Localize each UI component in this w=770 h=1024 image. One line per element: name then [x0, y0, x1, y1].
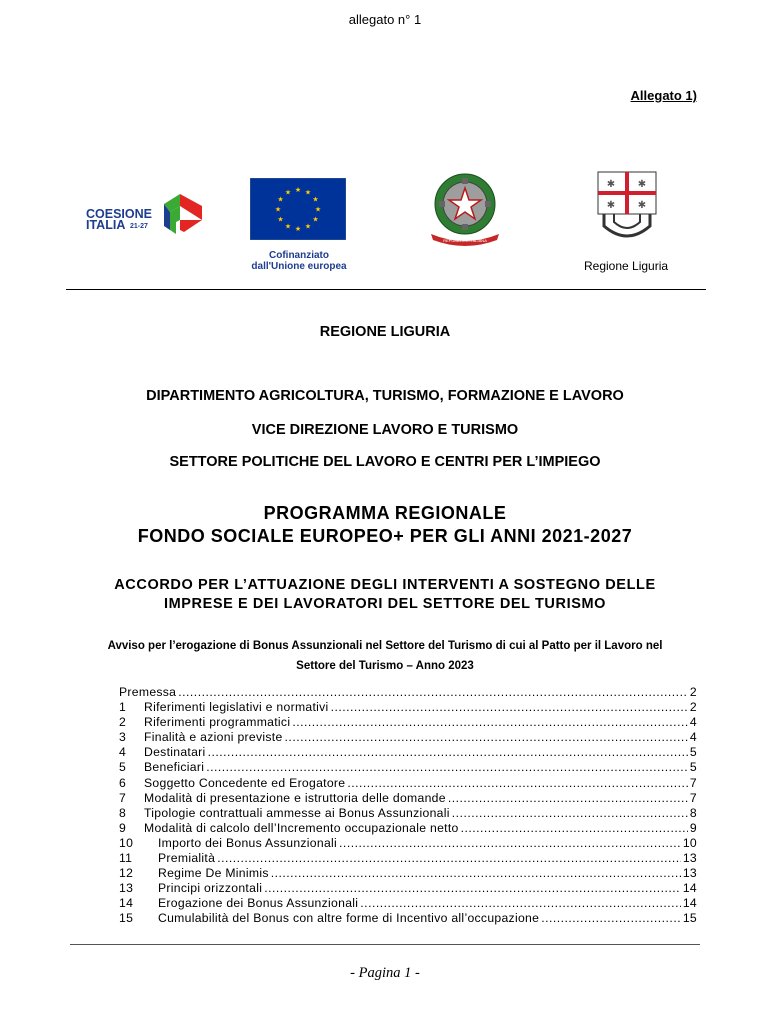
toc-text: Modalità di calcolo dell’Incremento occupazionale netto: [144, 820, 459, 835]
toc-page: 13: [682, 851, 697, 866]
header-divider: [66, 289, 706, 290]
toc-leader: [264, 881, 681, 896]
svg-text:★: ★: [274, 205, 282, 214]
toc-num: 3: [119, 730, 127, 745]
svg-text:★: ★: [312, 215, 319, 224]
toc-num: 13: [119, 881, 134, 896]
toc-row[interactable]: [119, 821, 697, 836]
toc-leader: [541, 911, 681, 926]
toc-text: Destinatari: [144, 745, 206, 760]
toc-row[interactable]: [119, 836, 697, 851]
toc-num: 14: [119, 896, 134, 911]
toc-row[interactable]: [119, 806, 697, 821]
accordo-title-line2: IMPRESE E DEI LAVORATORI DEL SETTORE DEL TURISMO: [163, 596, 607, 612]
toc-text: Premessa: [119, 685, 177, 699]
coesione-italia-logo: [84, 190, 208, 240]
svg-text:★: ★: [277, 215, 284, 224]
toc-row[interactable]: [119, 791, 697, 806]
toc-page: 7: [689, 775, 697, 790]
toc-row[interactable]: [119, 896, 697, 911]
toc-leader: [206, 760, 688, 775]
toc-page: 14: [682, 881, 697, 896]
svg-text:★: ★: [284, 188, 292, 197]
toc-text: Riferimenti programmatici: [144, 715, 291, 730]
toc-leader: [178, 685, 688, 700]
toc-leader: [331, 700, 688, 715]
toc-text: Riferimenti legislativi e normativi: [144, 700, 329, 715]
coesione-line2: ITALIA: [86, 218, 126, 232]
toc-page: 7: [689, 790, 697, 805]
toc-num: 12: [119, 866, 134, 881]
toc-row[interactable]: [119, 700, 697, 715]
toc-page: 9: [689, 820, 697, 835]
toc-text: Regime De Minimis: [158, 866, 269, 881]
toc-num: 1: [119, 700, 127, 715]
coesione-line1: COESIONE: [86, 207, 152, 221]
toc-row[interactable]: [119, 911, 697, 926]
svg-text:★: ★: [294, 186, 302, 194]
toc-page: 4: [689, 730, 697, 745]
programma-title-line1: PROGRAMMA REGIONALE: [263, 503, 507, 523]
eu-caption-line1: Cofinanziato: [269, 250, 329, 261]
title-settore: SETTORE POLITICHE DEL LAVORO E CENTRI PER L’IMPIEGO: [169, 454, 601, 470]
toc-text: Tipologie contrattuali ammesse ai Bonus Assunzionali: [144, 805, 450, 820]
svg-text:✱: ✱: [606, 200, 616, 211]
toc-text: Erogazione dei Bonus Assunzionali: [158, 896, 359, 911]
toc-leader: [208, 745, 688, 760]
toc-page: 5: [689, 760, 697, 775]
svg-text:★: ★: [294, 225, 302, 233]
toc-row[interactable]: [119, 866, 697, 881]
title-dipartimento: DIPARTIMENTO AGRICOLTURA, TURISMO, FORMAZIONE E LAVORO: [146, 388, 624, 404]
toc-page: 4: [689, 715, 697, 730]
toc-page: 15: [682, 911, 697, 926]
svg-text:★: ★: [277, 195, 284, 204]
avviso-line1: Avviso per l’erogazione di Bonus Assunzionali nel Settore del Turismo di cui al Patto per il Lavoro nel: [107, 640, 663, 652]
toc-num: 11: [119, 851, 133, 866]
toc-page: 10: [682, 835, 697, 850]
svg-text:★: ★: [314, 205, 322, 214]
title-vice-direzione: VICE DIREZIONE LAVORO E TURISMO: [251, 422, 519, 438]
toc-page: 14: [682, 896, 697, 911]
toc-num: 6: [119, 775, 127, 790]
allegato-label: Allegato 1): [630, 88, 697, 103]
svg-text:✱: ✱: [637, 200, 647, 211]
toc-text: Beneficiari: [144, 760, 205, 775]
toc-page: 13: [682, 866, 697, 881]
eu-caption-line2: dall'Unione europea: [251, 261, 347, 272]
toc-leader: [217, 851, 681, 866]
svg-text:★: ★: [304, 222, 312, 231]
toc-text: Finalità e azioni previste: [144, 730, 283, 745]
toc-row[interactable]: [119, 851, 697, 866]
toc-text: Premialità: [158, 851, 216, 866]
toc-num: 8: [119, 805, 127, 820]
toc-page: 2: [689, 685, 697, 699]
toc-num: 15: [119, 911, 134, 926]
toc-num: 4: [119, 745, 127, 760]
svg-text:★: ★: [312, 195, 319, 204]
toc-leader: [339, 836, 681, 851]
toc-page: 2: [689, 700, 697, 715]
programma-title-line2: FONDO SOCIALE EUROPEO+ PER GLI ANNI 2021-2027: [137, 526, 633, 546]
toc-num: 7: [119, 790, 127, 805]
svg-text:★: ★: [304, 188, 312, 197]
toc-row[interactable]: [119, 760, 697, 775]
toc-leader: [448, 791, 688, 806]
toc-row[interactable]: [119, 776, 697, 791]
toc-num: 9: [119, 820, 127, 835]
toc-num: 5: [119, 760, 127, 775]
toc-text: Modalità di presentazione e istruttoria delle domande: [144, 790, 446, 805]
regione-liguria-crest: [594, 170, 660, 246]
toc-row[interactable]: [119, 730, 697, 745]
toc-leader: [292, 715, 688, 730]
toc-leader: [347, 776, 688, 791]
eu-flag-icon: [250, 178, 346, 240]
toc-page: 5: [689, 745, 697, 760]
document-header-label: allegato n° 1: [348, 12, 422, 27]
toc-leader: [452, 806, 688, 821]
page-number: - Pagina 1 -: [350, 965, 420, 981]
toc-text: Cumulabilità del Bonus con altre forme di Incentivo all’occupazione: [158, 911, 540, 926]
toc-text: Soggetto Concedente ed Erogatore: [144, 775, 346, 790]
toc-num: 10: [119, 835, 134, 850]
toc-text: Importo dei Bonus Assunzionali: [158, 835, 338, 850]
toc-num: 2: [119, 715, 127, 730]
toc-row[interactable]: [119, 715, 697, 730]
accordo-title-line1: ACCORDO PER L’ATTUAZIONE DEGLI INTERVENTI A SOSTEGNO DELLE: [114, 577, 656, 593]
toc-row[interactable]: [119, 745, 697, 760]
table-of-contents: [119, 685, 697, 927]
footer-divider: [70, 944, 700, 945]
toc-leader: [271, 866, 681, 881]
svg-text:★: ★: [284, 222, 292, 231]
toc-text: Principi orizzontali: [158, 881, 263, 896]
svg-text:✱: ✱: [637, 179, 647, 190]
title-regione: REGIONE LIGURIA: [319, 324, 451, 340]
toc-page: 8: [689, 805, 697, 820]
repubblica-italiana-emblem: [425, 168, 505, 248]
toc-leader: [461, 821, 688, 836]
toc-row[interactable]: [119, 881, 697, 896]
toc-leader: [285, 730, 688, 745]
avviso-line2: Settore del Turismo – Anno 2023: [296, 660, 474, 672]
toc-row-premessa[interactable]: [119, 685, 697, 700]
svg-text:✱: ✱: [606, 179, 616, 190]
coesione-years: 21-27: [130, 223, 148, 230]
emblem-text: REPUBBLICA ITALIANA: [443, 238, 487, 243]
regione-liguria-label: Regione Liguria: [584, 259, 669, 273]
eu-logo: [244, 178, 354, 272]
toc-leader: [360, 896, 681, 911]
